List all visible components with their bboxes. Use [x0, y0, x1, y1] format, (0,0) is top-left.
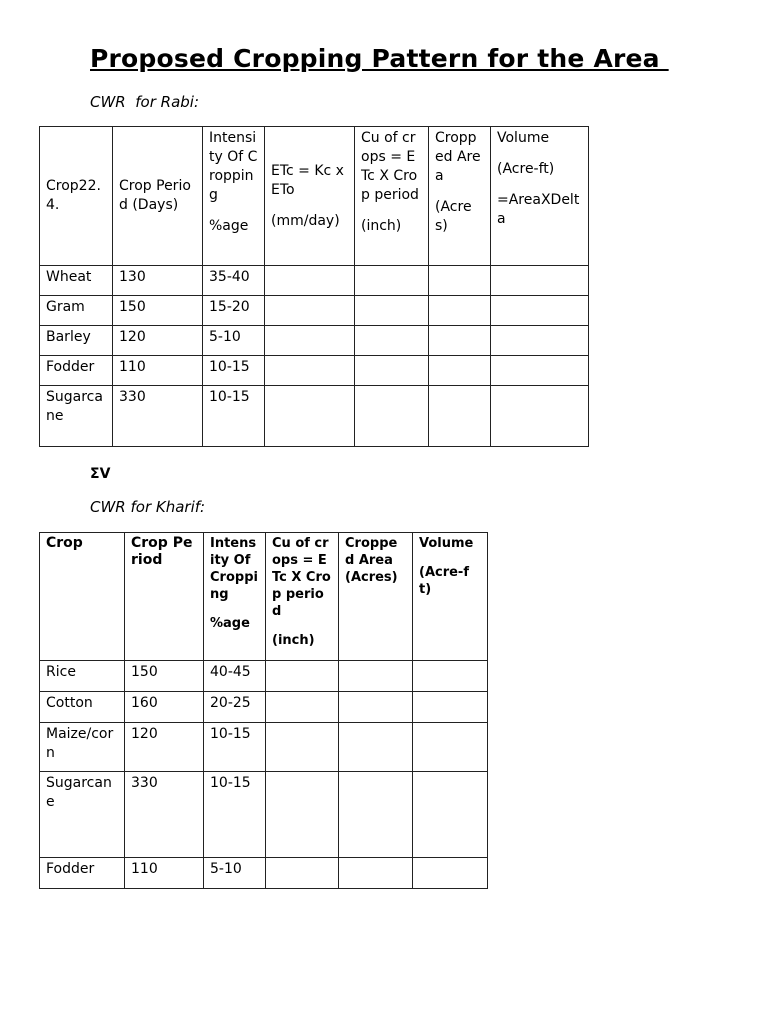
crop-cell: Barley [40, 326, 113, 356]
empty-cell [339, 692, 413, 723]
rabi-table [39, 126, 589, 447]
crop-cell: Fodder [40, 858, 125, 889]
crop-cell: Sugarcane [40, 772, 125, 858]
intensity-cell: 10-15 [203, 386, 265, 447]
period-cell: 330 [113, 386, 203, 447]
kharif-header-row [40, 533, 488, 661]
rabi-header-etc: ETc = Kc x ETo (mm/day) [265, 127, 355, 266]
period-cell: 160 [125, 692, 204, 723]
empty-cell [429, 266, 491, 296]
empty-cell [339, 723, 413, 772]
crop-cell: Cotton [40, 692, 125, 723]
empty-cell [413, 858, 488, 889]
table-row [40, 356, 589, 386]
empty-cell [413, 692, 488, 723]
rabi-header-period: Crop Period (Days) [113, 127, 203, 266]
kharif-section-label: CWR for Kharif: [90, 498, 206, 516]
empty-cell [266, 723, 339, 772]
empty-cell [266, 661, 339, 692]
kharif-header-intensity: Intensity Of Cropping %age [204, 533, 266, 661]
empty-cell [491, 266, 589, 296]
intensity-cell: 15-20 [203, 296, 265, 326]
table-row [40, 326, 589, 356]
empty-cell [265, 326, 355, 356]
table-row [40, 692, 488, 723]
rabi-section-label: CWR for Rabi: [90, 93, 200, 111]
period-cell: 120 [113, 326, 203, 356]
empty-cell [355, 296, 429, 326]
empty-cell [339, 772, 413, 858]
rabi-header-cu: Cu of crops = ETc X Crop period (inch) [355, 127, 429, 266]
table-row [40, 266, 589, 296]
period-cell: 120 [125, 723, 204, 772]
empty-cell [429, 386, 491, 447]
table-row [40, 858, 488, 889]
empty-cell [265, 386, 355, 447]
table-row [40, 661, 488, 692]
empty-cell [339, 661, 413, 692]
crop-cell: Sugarcane [40, 386, 113, 447]
kharif-header-area: Cropped Area (Acres) [339, 533, 413, 661]
table-row [40, 386, 589, 447]
table-row [40, 772, 488, 858]
kharif-table [39, 532, 488, 889]
intensity-cell: 40-45 [204, 661, 266, 692]
intensity-cell: 10-15 [204, 772, 266, 858]
empty-cell [266, 772, 339, 858]
empty-cell [429, 356, 491, 386]
intensity-cell: 10-15 [203, 356, 265, 386]
period-cell: 150 [125, 661, 204, 692]
empty-cell [355, 266, 429, 296]
empty-cell [265, 266, 355, 296]
table-row [40, 296, 589, 326]
rabi-header-intensity: Intensity Of Cropping %age [203, 127, 265, 266]
empty-cell [491, 386, 589, 447]
period-cell: 110 [125, 858, 204, 889]
kharif-header-period: Crop Period [125, 533, 204, 661]
empty-cell [413, 723, 488, 772]
kharif-header-volume: Volume (Acre-ft) [413, 533, 488, 661]
rabi-header-area: Cropped Area (Acres) [429, 127, 491, 266]
crop-cell: Maize/corn [40, 723, 125, 772]
crop-cell: Rice [40, 661, 125, 692]
intensity-cell: 5-10 [204, 858, 266, 889]
sum-volume-label: ΣV [90, 466, 111, 482]
rabi-header-crop: Crop22.4. [40, 127, 113, 266]
empty-cell [355, 386, 429, 447]
empty-cell [339, 858, 413, 889]
period-cell: 110 [113, 356, 203, 386]
period-cell: 130 [113, 266, 203, 296]
crop-cell: Gram [40, 296, 113, 326]
empty-cell [355, 356, 429, 386]
page-title: Proposed Cropping Pattern for the Area [90, 44, 669, 73]
empty-cell [429, 326, 491, 356]
empty-cell [265, 356, 355, 386]
intensity-cell: 20-25 [204, 692, 266, 723]
empty-cell [355, 326, 429, 356]
intensity-cell: 5-10 [203, 326, 265, 356]
crop-cell: Wheat [40, 266, 113, 296]
empty-cell [266, 692, 339, 723]
table-row [40, 723, 488, 772]
kharif-header-crop: Crop [40, 533, 125, 661]
empty-cell [429, 296, 491, 326]
empty-cell [266, 858, 339, 889]
crop-cell: Fodder [40, 356, 113, 386]
period-cell: 150 [113, 296, 203, 326]
rabi-header-row [40, 127, 589, 266]
period-cell: 330 [125, 772, 204, 858]
empty-cell [491, 326, 589, 356]
empty-cell [491, 296, 589, 326]
intensity-cell: 35-40 [203, 266, 265, 296]
empty-cell [413, 772, 488, 858]
intensity-cell: 10-15 [204, 723, 266, 772]
empty-cell [413, 661, 488, 692]
rabi-header-volume: Volume (Acre-ft) =AreaXDelta [491, 127, 589, 266]
empty-cell [265, 296, 355, 326]
empty-cell [491, 356, 589, 386]
kharif-header-cu: Cu of crops = ETc X Crop period (inch) [266, 533, 339, 661]
